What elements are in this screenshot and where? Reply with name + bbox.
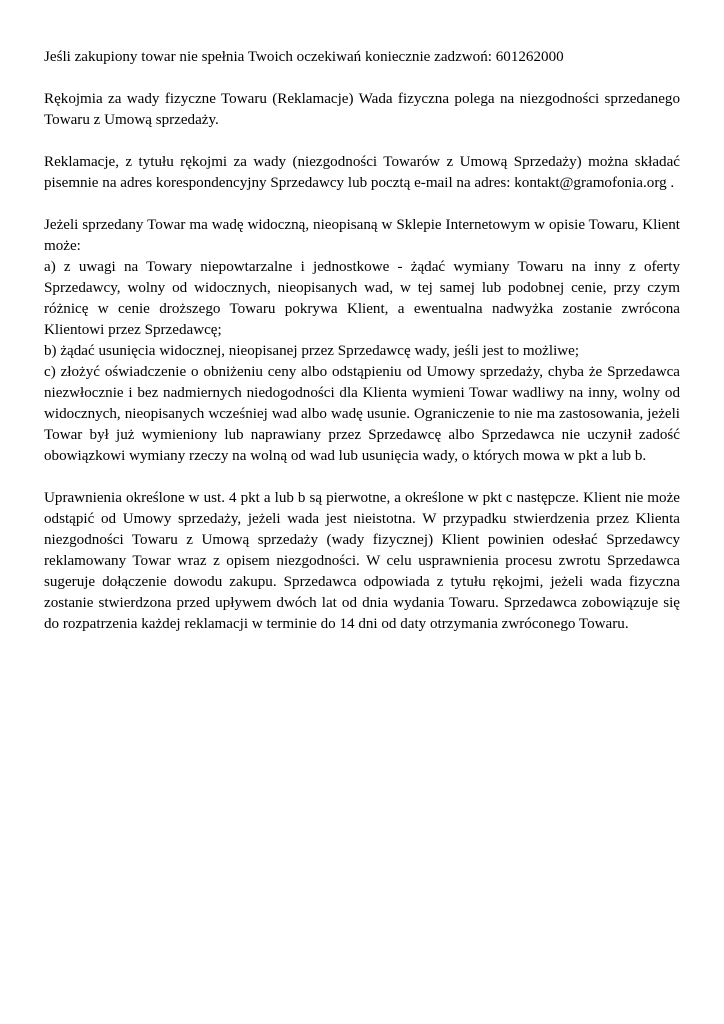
option-a: a) z uwagi na Towary niepowtarzalne i jednostkowe - żądać wymiany Towaru na inny z oferty Sprzedawcy, wolny od widocznych, nieopisanych wad, w tej samej lub podobnej cenie, przy czym różnicę w cenie droższego Towaru pokrywa Klient, a ewentualna nadwyżka zostanie zwrócona Klientowi przez Sprzedawcę; [44,259,680,338]
contact-line: Jeśli zakupiony towar nie spełnia Twoich oczekiwań koniecznie zadzwoń: 601262000 [44,49,564,65]
rights-paragraph: Uprawnienia określone w ust. 4 pkt a lub b są pierwotne, a określone w pkt c następcze. Klient nie może odstąpić od Umowy sprzedaży, jeżeli wada jest nieistotna. W przypadku stwierdzenia przez Klienta niezgodności Towaru z Umową sprzedaży (wady fizycznej) Klient powinien odesłać Sprzedawcy reklamowany Towar wraz z opisem niezgodności. W celu usprawnienia procesu zwrotu Sprzedawca sugeruje dołączenie dowodu zakupu. Sprzedawca odpowiada z tytułu rękojmi, jeżeli wada fizyczna zostanie stwierdzona przed upływem dwóch lat od dnia wydania Towaru. Sprzedawca zobowiązuje się do rozpatrzenia każdej reklamacji w terminie do 14 dni od daty otrzymania zwróconego Towaru. [44,490,680,632]
visible-defect-intro: Jeżeli sprzedany Towar ma wadę widoczną, nieopisaną w Sklepie Internetowym w opisie Towaru, Klient może: [44,217,680,254]
option-c: c) złożyć oświadczenie o obniżeniu ceny albo odstąpieniu od Umowy sprzedaży, chyba że Sprzedawca niezwłocznie i bez nadmiernych niedogodności dla Klienta wymieni Towar wadliwy na inny, wolny od widocznych, nieopisanych wcześniej wad albo wadę usunie. Ograniczenie to nie ma zastosowania, jeżeli Towar był już wymieniony lub naprawiany przez Sprzedawcę albo Sprzedawca nie uczynił zadość obowiązkowi wymiany rzeczy na wolną od wad lub usunięcia wady, o których mowa w pkt a lub b. [44,364,680,464]
complaints-submission-paragraph: Reklamacje, z tytułu rękojmi za wady (niezgodności Towarów z Umową Sprzedaży) można składać pisemnie na adres korespondencyjny Sprzedawcy lub pocztą e-mail na adres: kontakt@gramofonia.org . [44,154,680,191]
warranty-definition-paragraph: Rękojmia za wady fizyczne Towaru (Reklamacje) Wada fizyczna polega na niezgodności sprzedanego Towaru z Umową sprzedaży. [44,91,680,128]
option-b: b) żądać usunięcia widocznej, nieopisanej przez Sprzedawcę wady, jeśli jest to możliwe; [44,343,580,359]
document-page [44,47,680,656]
visible-defect-section [44,215,680,467]
